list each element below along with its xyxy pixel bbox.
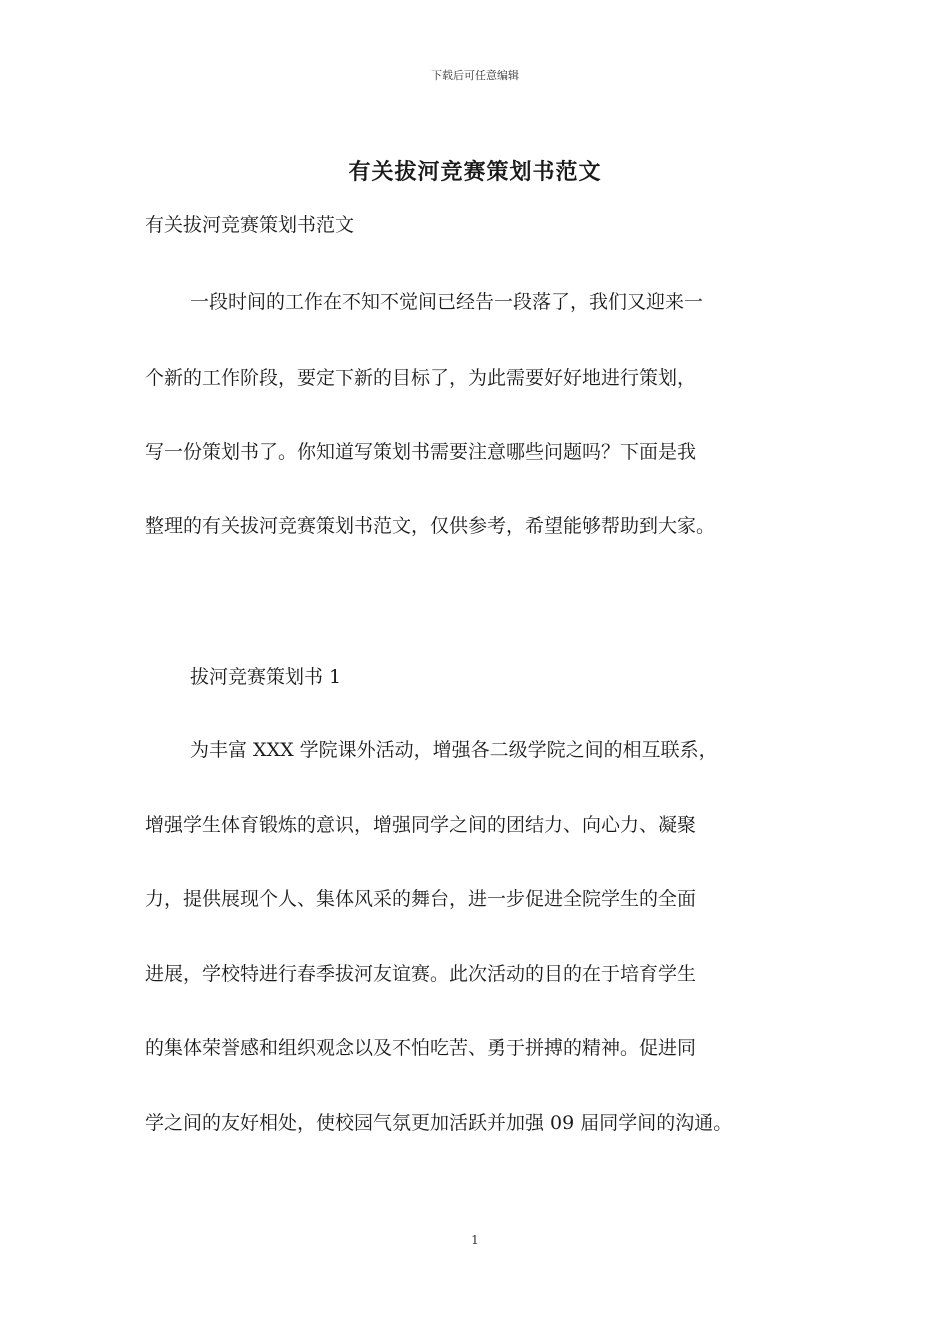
section-line-6: 学之间的友好相处，使校园气氛更加活跃并加强 09 届同学间的沟通。 [145,1112,733,1134]
section-line-1: 为丰富 XXX 学院课外活动，增强各二级学院之间的相互联系， [190,739,718,761]
section-line-2: 增强学生体育锻炼的意识，增强同学之间的团结力、向心力、凝聚 [145,814,697,836]
section-line-5: 的集体荣誉感和组织观念以及不怕吃苦、勇于拼搏的精神。促进同 [145,1037,697,1059]
page-header: 下载后可任意编辑 [431,69,519,82]
subtitle: 有关拔河竞赛策划书范文 [145,214,355,236]
document-title: 有关拔河竞赛策划书范文 [348,159,602,185]
page-number: 1 [471,1233,479,1247]
section-line-4: 进展，学校特进行春季拔河友谊赛。此次活动的目的在于培育学生 [145,963,697,985]
intro-line-4: 整理的有关拔河竞赛策划书范文，仅供参考，希望能够帮助到大家。 [145,515,716,537]
section-heading: 拔河竞赛策划书 1 [190,666,342,688]
intro-line-1: 一段时间的工作在不知不觉间已经告一段落了，我们又迎来一 [190,291,704,313]
intro-line-3: 写一份策划书了。你知道写策划书需要注意哪些问题吗？下面是我 [145,441,697,463]
intro-line-2: 个新的工作阶段，要定下新的目标了，为此需要好好地进行策划， [145,367,697,389]
section-line-3: 力，提供展现个人、集体风采的舞台，进一步促进全院学生的全面 [145,888,697,910]
